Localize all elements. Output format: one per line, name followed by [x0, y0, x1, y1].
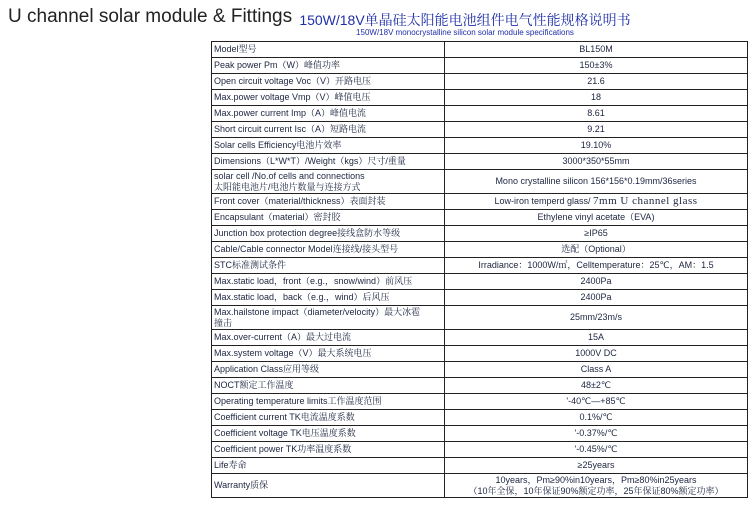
spec-value [445, 346, 748, 362]
spec-value-text: '-0.37%/℃ [574, 428, 618, 438]
table-row [212, 42, 748, 58]
spec-value [445, 306, 748, 330]
spec-value [445, 194, 748, 210]
spec-label [212, 306, 445, 330]
spec-label-text: Coefficient current TK电流温度系数 [214, 412, 355, 422]
table-row [212, 154, 748, 170]
table-row [212, 170, 748, 194]
spec-value-text: 3000*350*55mm [562, 156, 630, 166]
spec-value [445, 154, 748, 170]
spec-label [212, 474, 445, 498]
spec-label-text: Max.system voltage（V）最大系统电压 [214, 348, 372, 358]
spec-label [212, 170, 445, 194]
spec-label-text: Encapsulant（material）密封胶 [214, 212, 341, 222]
spec-value [445, 258, 748, 274]
spec-value-text: 21.6 [587, 76, 605, 86]
spec-value [445, 138, 748, 154]
spec-label [212, 394, 445, 410]
spec-value [445, 458, 748, 474]
spec-label [212, 274, 445, 290]
spec-value-text: Class A [580, 364, 612, 374]
spec-label [212, 42, 445, 58]
table-row [212, 226, 748, 242]
spec-value-text: BL150M [579, 44, 613, 54]
spec-label-text: solar cell /No.of cells and connections [214, 170, 365, 181]
spec-label-text: Operating temperature limits工作温度范围 [214, 396, 382, 406]
spec-value-text: Irradiance：1000W/㎡，Celltemperature：25℃，AM：1.5 [478, 260, 714, 270]
spec-value [445, 378, 748, 394]
table-row [212, 378, 748, 394]
spec-label [212, 410, 445, 426]
table-row [212, 362, 748, 378]
spec-label-text: Coefficient power TK功率温度系数 [214, 444, 352, 454]
spec-value-text: 18 [590, 92, 601, 102]
spec-value-text: 2400Pa [580, 292, 612, 302]
spec-label [212, 378, 445, 394]
table-row [212, 426, 748, 442]
spec-label [212, 458, 445, 474]
spec-label [212, 106, 445, 122]
spec-label-text: Cable/Cable connector Model连接线/接头型号 [214, 244, 399, 254]
spec-value [445, 242, 748, 258]
spec-value [445, 106, 748, 122]
spec-label-text: Short circuit current Isc（A）短路电流 [214, 124, 367, 134]
spec-value [445, 58, 748, 74]
spec-value [445, 394, 748, 410]
spec-label [212, 122, 445, 138]
spec-value [445, 90, 748, 106]
spec-value-text: ≥IP65 [584, 228, 608, 238]
table-row [212, 442, 748, 458]
table-row [212, 194, 748, 210]
spec-value [445, 474, 748, 498]
spec-label-text: Max.static load，back（e.g.，wind）后风压 [214, 292, 390, 302]
table-row [212, 106, 748, 122]
spec-value [445, 426, 748, 442]
spec-value-text-2: （10年全保，10年保证90%额定功率，25年保证80%额定功率） [468, 485, 724, 496]
spec-value [445, 362, 748, 378]
spec-value-text: 8.61 [587, 108, 605, 118]
spec-label-text: STC标准测试条件 [214, 260, 287, 270]
spec-label-text: Open circuit voltage Voc（V）开路电压 [214, 76, 372, 86]
spec-label [212, 210, 445, 226]
table-row [212, 90, 748, 106]
spec-label [212, 426, 445, 442]
spec-label [212, 346, 445, 362]
spec-label-text: Warranty质保 [214, 480, 269, 490]
spec-subtitle-english: 150W/18V monocrystalline silicon solar module specifications [356, 28, 574, 37]
spec-table [211, 41, 748, 498]
table-row [212, 290, 748, 306]
spec-value-text: '-0.45%/℃ [574, 444, 618, 454]
spec-value-text: 2400Pa [580, 276, 612, 286]
spec-label-text-2: 太阳能电池片/电池片数量与连接方式 [214, 181, 361, 192]
spec-label-text: NOCT额定工作温度 [214, 380, 294, 390]
table-row [212, 458, 748, 474]
table-row [212, 346, 748, 362]
spec-label [212, 330, 445, 346]
spec-label-text: Solar cells Efficiency电池片效率 [214, 140, 342, 150]
table-row [212, 394, 748, 410]
spec-value [445, 170, 748, 194]
spec-label [212, 90, 445, 106]
table-row [212, 474, 748, 498]
spec-value-text-2: 7mm U channel glass [593, 195, 698, 207]
table-row [212, 274, 748, 290]
table-row [212, 74, 748, 90]
spec-value [445, 274, 748, 290]
spec-value-text: ≥25years [577, 460, 615, 470]
spec-label-text: Coefficient voltage TK电压温度系数 [214, 428, 356, 438]
spec-label-text: Model型号 [214, 44, 257, 54]
table-row [212, 258, 748, 274]
table-row [212, 242, 748, 258]
spec-value [445, 226, 748, 242]
spec-value-text: Low-iron temperd glass/ [494, 196, 591, 206]
spec-value-text: '-40℃—+85℃ [566, 396, 626, 406]
spec-value [445, 442, 748, 458]
spec-value-text: 25mm/23m/s [569, 312, 622, 322]
spec-label [212, 290, 445, 306]
spec-title-chinese: 150W/18V单晶硅太阳能电池组件电气性能规格说明书 [299, 12, 631, 28]
spec-label-text: Front cover（material/thickness）表面封装 [214, 196, 386, 206]
spec-value-text: 48±2℃ [580, 380, 612, 390]
spec-value [445, 122, 748, 138]
table-row [212, 330, 748, 346]
spec-value-text: 9.21 [587, 124, 605, 134]
spec-label-text: Junction box protection degree接线盒防水等级 [214, 228, 401, 238]
spec-label-text: Dimensions（L*W*T）/Weight（kgs）尺寸/重量 [214, 156, 406, 166]
spec-label [212, 138, 445, 154]
spec-label-text: Peak power Pm（W）峰值功率 [214, 60, 341, 70]
spec-label [212, 442, 445, 458]
spec-value [445, 330, 748, 346]
spec-label-text: Application Class应用等级 [214, 364, 320, 374]
spec-value [445, 210, 748, 226]
spec-value-text: 15A [587, 332, 604, 342]
spec-value-text: Ethylene vinyl acetate（EVA) [537, 212, 655, 222]
spec-value-text: 1000V DC [575, 348, 617, 358]
spec-value-text: 150±3% [579, 60, 613, 70]
spec-value-text: 19.10% [580, 140, 612, 150]
spec-value-text: 0.1%/℃ [579, 412, 613, 422]
table-row [212, 410, 748, 426]
spec-label-text-2: 撞击 [214, 317, 233, 328]
spec-label-text: Max.hailstone impact（diameter/velocity）最大冰雹 [214, 306, 421, 317]
spec-value [445, 290, 748, 306]
spec-value [445, 410, 748, 426]
spec-label [212, 258, 445, 274]
table-row [212, 306, 748, 330]
table-row [212, 58, 748, 74]
spec-label [212, 362, 445, 378]
spec-label [212, 154, 445, 170]
spec-label [212, 194, 445, 210]
spec-value-text: Mono crystalline silicon 156*156*0.19mm/36series [495, 176, 697, 186]
table-row [212, 122, 748, 138]
spec-label-text: Max.static load，front（e.g.，snow/wind）前风压 [214, 276, 413, 286]
spec-label-text: Max.power current Imp（A）峰值电流 [214, 108, 367, 118]
spec-label [212, 58, 445, 74]
page-title: U channel solar module & Fittings [8, 6, 293, 27]
spec-value [445, 74, 748, 90]
table-row [212, 210, 748, 226]
spec-label-text: Max.power voltage Vmp（V）峰值电压 [214, 92, 371, 102]
spec-label-text: Life寿命 [214, 460, 247, 470]
table-row [212, 138, 748, 154]
spec-label [212, 242, 445, 258]
spec-label-text: Max.over-current（A）最大过电流 [214, 332, 352, 342]
spec-label [212, 74, 445, 90]
spec-value-text: 选配（Optional） [561, 244, 631, 254]
spec-label [212, 226, 445, 242]
spec-value [445, 42, 748, 58]
spec-value-text: 10years，Pm≥90%in10years，Pm≥80%in25years [495, 474, 697, 485]
